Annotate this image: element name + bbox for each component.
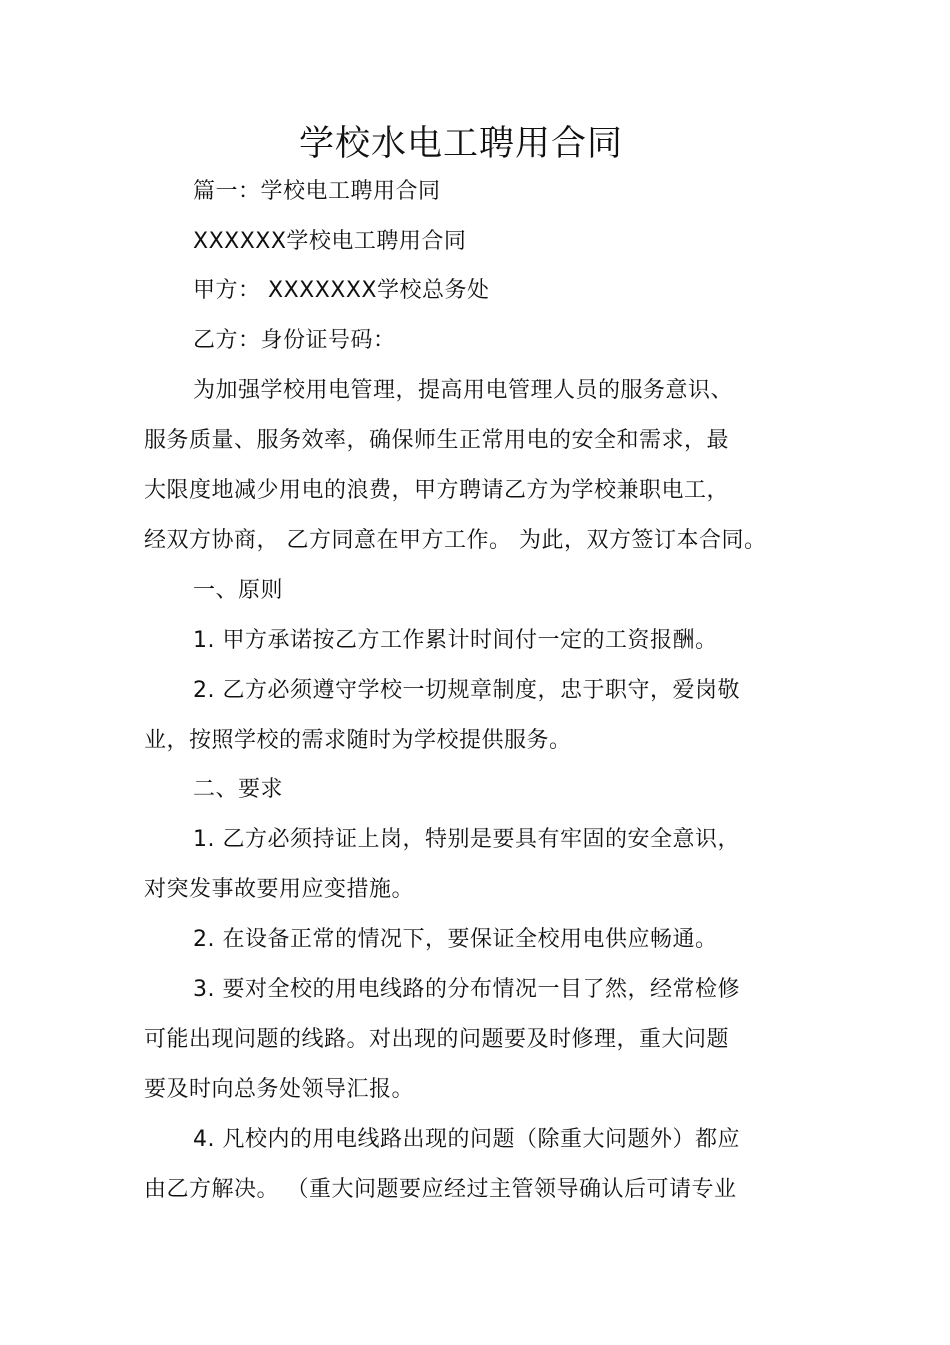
clause-line: 可能出现问题的线路。对出现的问题要及时修理，重大问题: [144, 1027, 730, 1052]
clause-line: 对突发事故要用应变措施。: [144, 877, 415, 902]
clause-line: 2. 在设备正常的情况下，要保证全校用电供应畅通。: [193, 927, 718, 952]
section-heading-principles: 一、原则: [193, 578, 284, 603]
clause-line: 3. 要对全校的用电线路的分布情况一目了然，经常检修: [193, 977, 740, 1002]
clause-line: 4. 凡校内的用电线路出现的问题（除重大问题外）都应: [193, 1127, 740, 1152]
clause-line: 1. 甲方承诺按乙方工作累计时间付一定的工资报酬。: [193, 628, 718, 653]
paragraph-line: 服务质量、服务效率，确保师生正常用电的安全和需求，最: [144, 428, 730, 453]
clause-line: 1. 乙方必须持证上岗，特别是要具有牢固的安全意识，: [193, 827, 740, 852]
clause-line: 业，按照学校的需求随时为学校提供服务。: [144, 728, 572, 753]
section-heading-requirements: 二、要求: [193, 777, 284, 802]
contract-name: XXXXXX学校电工聘用合同: [193, 229, 467, 254]
clause-line: 由乙方解决。 （重大问题要应经过主管领导确认后可请专业: [144, 1177, 737, 1202]
clause-line: 2. 乙方必须遵守学校一切规章制度，忠于职守，爱岗敬: [193, 678, 740, 703]
paragraph-line: 经双方协商， 乙方同意在甲方工作。 为此，双方签订本合同。: [144, 528, 767, 553]
paragraph-line: 为加强学校用电管理，提高用电管理人员的服务意识、: [193, 378, 734, 403]
document-title: 学校水电工聘用合同: [298, 124, 623, 164]
paragraph-line: 大限度地减少用电的浪费，甲方聘请乙方为学校兼职电工，: [144, 478, 730, 503]
party-b: 乙方：身份证号码：: [193, 328, 396, 353]
clause-line: 要及时向总务处领导汇报。: [144, 1077, 415, 1102]
party-a: 甲方： XXXXXXX学校总务处: [193, 278, 490, 303]
section-heading-part-one: 篇一：学校电工聘用合同: [193, 179, 441, 204]
